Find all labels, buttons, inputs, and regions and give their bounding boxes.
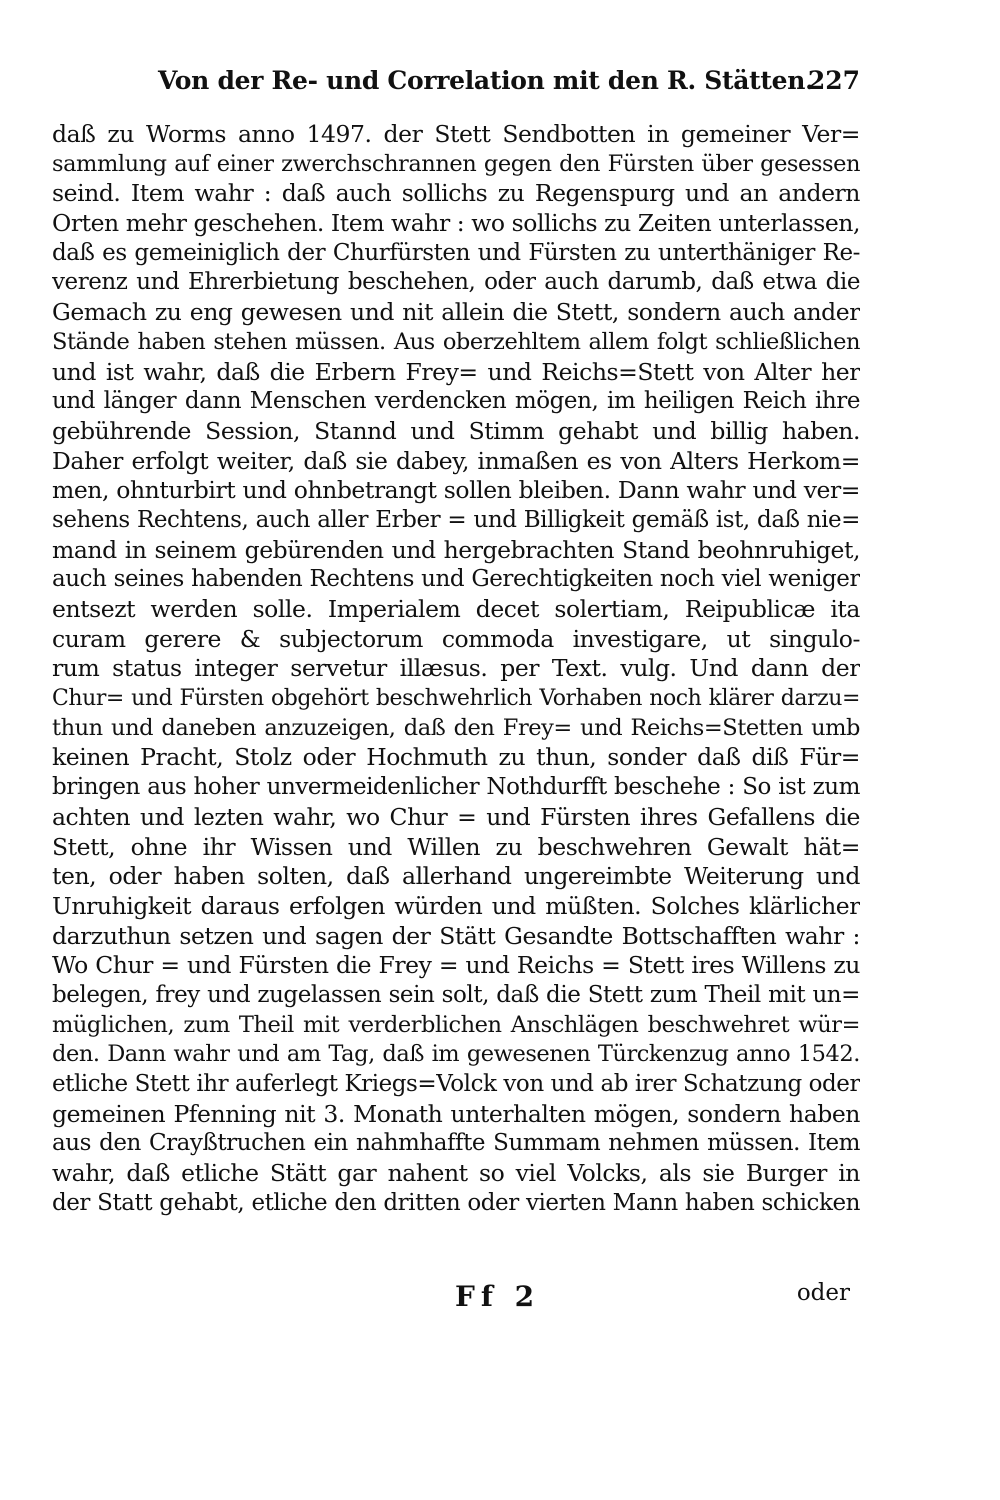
text-line: daß es gemeiniglich der Churfürsten und Fürsten zu unterthäniger Re- [52, 239, 860, 266]
text-line: achten und lezten wahr, wo Chur = und Fürsten ihres Gefallens die [52, 802, 860, 831]
body-text [52, 120, 860, 1218]
text-line: belegen, frey und zugelassen sein solt, daß die Stett zum Theil mit un= [52, 981, 860, 1008]
catchword: oder [796, 1280, 850, 1306]
text-line: gebührende Session, Stannd und Stimm gehabt und billig haben. [52, 416, 860, 445]
text-line: entsezt werden solle. Imperialem decet solertiam, Reipublicæ ita [52, 595, 860, 623]
text-line: ten, oder haben solten, daß allerhand ungereimbte Weiterung und [52, 862, 860, 891]
text-line: men, ohnturbirt und ohnbetrangt sollen bleiben. Dann wahr und ver= [52, 476, 860, 505]
text-line: müglichen, zum Theil mit verderblichen Anschlägen beschwehret wür= [52, 1011, 860, 1038]
text-line: verenz und Ehrerbietung beschehen, oder auch darumb, daß etwa die [52, 269, 860, 296]
page-number: 227 [807, 66, 860, 95]
text-line: der Statt gehabt, etliche den dritten oder vierten Mann haben schicken [52, 1189, 860, 1216]
text-line: Orten mehr geschehen. Item wahr : wo sollichs zu Zeiten unterlassen, [52, 209, 860, 238]
text-line: Wo Chur = und Fürsten die Frey = und Reichs = Stett ires Willens zu [52, 951, 860, 980]
text-line: thun und daneben anzuzeigen, daß den Frey= und Reichs=Stetten umb [52, 714, 860, 741]
text-line: und ist wahr, daß die Erbern Frey= und Reichs=Stett von Alter her [52, 357, 860, 386]
text-line: Daher erfolgt weiter, daß sie dabey, inmaßen es von Alters Herkom= [52, 446, 860, 475]
running-title: Von der Re- und Correlation mit den R. Stätten. [158, 66, 814, 95]
text-line: Stett, ohne ihr Wissen und Willen zu beschwehren Gewalt hät= [52, 832, 860, 861]
text-line: seind. Item wahr : daß auch sollichs zu Regenspurg und an andern [52, 179, 860, 208]
text-line: keinen Pracht, Stolz oder Hochmuth zu thun, sonder daß diß Für= [52, 743, 860, 772]
text-line: Unruhigkeit daraus erfolgen würden und müßten. Solches klärlicher [52, 891, 860, 920]
text-line: den. Dann wahr und am Tag, daß im gewesenen Türckenzug anno 1542. [52, 1041, 860, 1068]
text-line: sehens Rechtens, auch aller Erber = und Billigkeit gemäß ist, daß nie= [52, 506, 860, 533]
text-line: Stände haben stehen müssen. Aus oberzehltem allem folgt schließlichen [52, 328, 860, 355]
signature-mark: Ff 2 [455, 1280, 541, 1313]
text-line: aus den Crayßtruchen ein nahmhaffte Summam nehmen müssen. Item [52, 1130, 860, 1157]
text-line: auch seines habenden Rechtens und Gerechtigkeiten noch viel weniger [52, 566, 860, 593]
text-line: gemeinen Pfenning nit 3. Monath unterhalten mögen, sondern haben [52, 1099, 860, 1128]
text-line: sammlung auf einer zwerchschrannen gegen den Fürsten über gesessen [52, 150, 860, 177]
text-line: curam gerere & subjectorum commoda investigare, ut singulo- [52, 624, 860, 653]
text-line: mand in seinem gebürenden und hergebrachten Stand beohnruhiget, [52, 535, 860, 564]
text-line: wahr, daß etliche Stätt gar nahent so viel Volcks, als sie Burger in [52, 1159, 860, 1188]
text-line: und länger dann Menschen verdencken mögen, im heiligen Reich ihre [52, 388, 860, 415]
text-line: darzuthun setzen und sagen der Stätt Gesandte Bottschafften wahr : [52, 921, 860, 950]
text-line: Chur= und Fürsten obgehört beschwehrlich Vorhaben noch klärer darzu= [52, 686, 860, 712]
text-line: bringen aus hoher unvermeidenlicher Nothdurfft beschehe : So ist zum [52, 774, 860, 801]
text-line: daß zu Worms anno 1497. der Stett Sendbotten in gemeiner Ver= [52, 120, 860, 148]
running-head [140, 62, 860, 102]
text-line: rum status integer servetur illæsus. per Text. vulg. Und dann der [52, 654, 860, 683]
text-line: etliche Stett ihr auferlegt Kriegs=Volck von und ab irer Schatzung oder [52, 1071, 860, 1097]
text-line: Gemach zu eng gewesen und nit allein die Stett, sondern auch ander [52, 298, 860, 327]
